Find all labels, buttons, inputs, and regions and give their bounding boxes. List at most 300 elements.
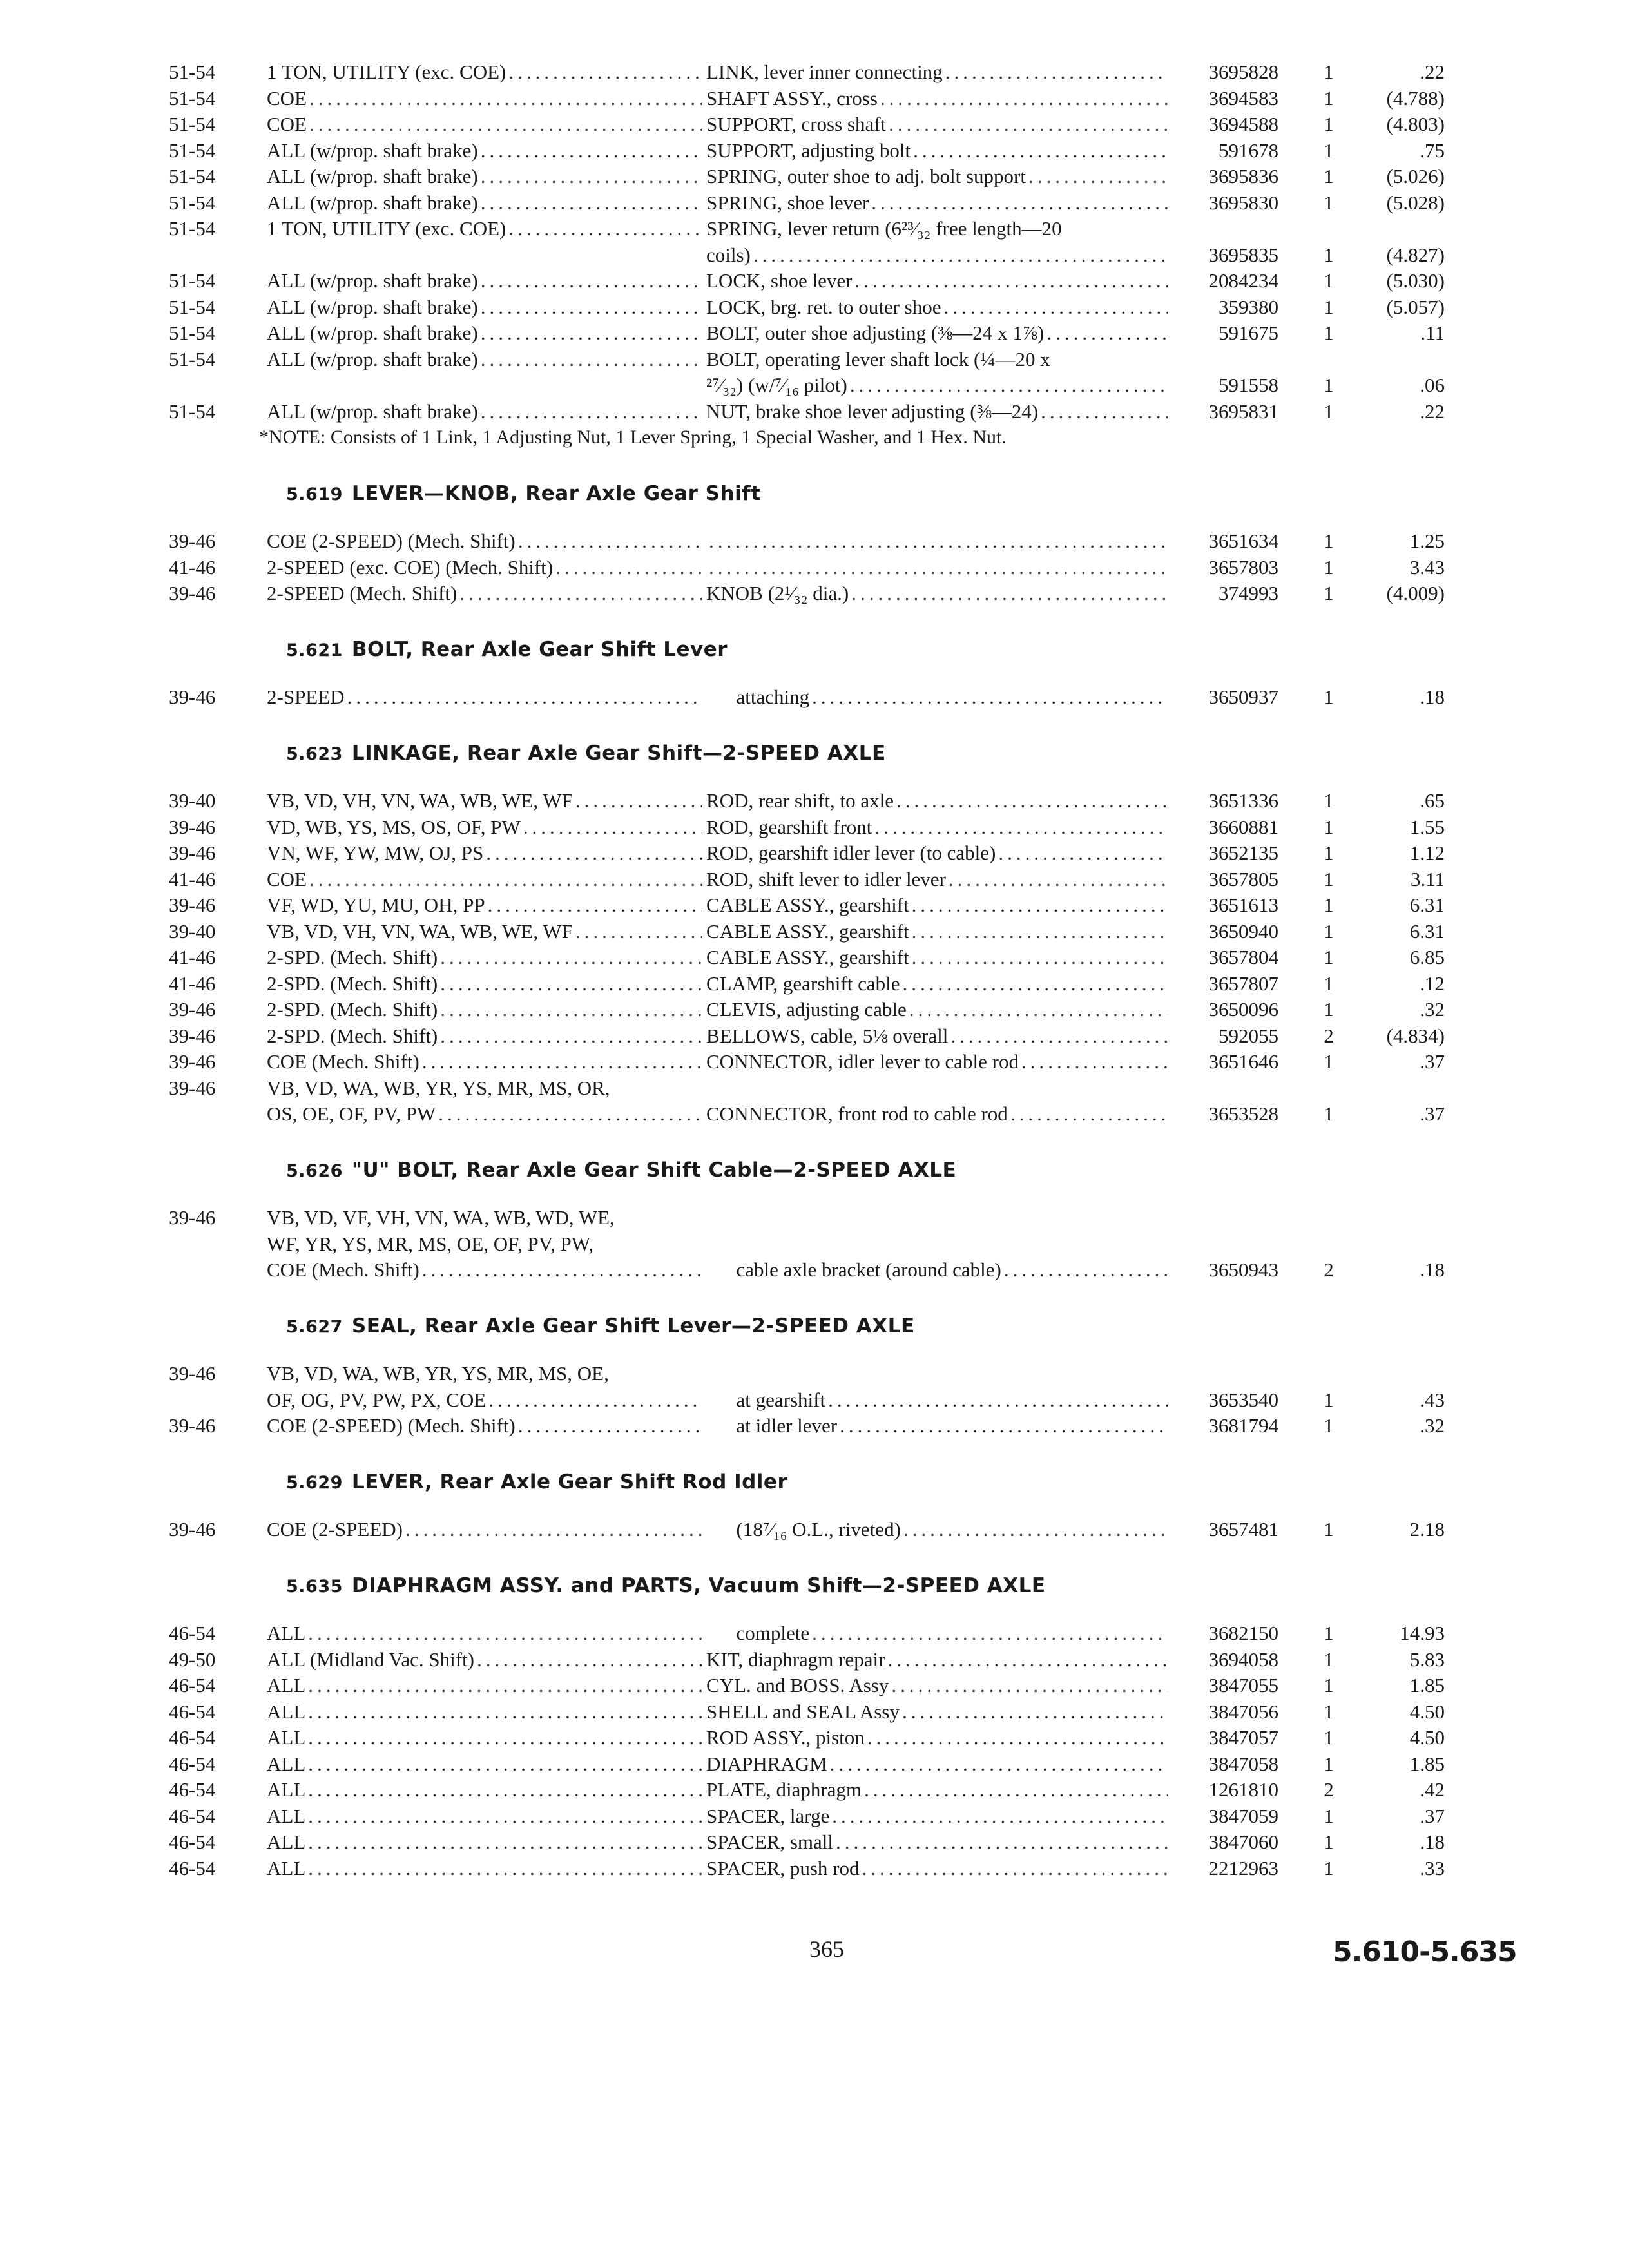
description-text: ROD, shift lever to idler lever <box>706 867 946 890</box>
leader-dots <box>481 399 702 425</box>
leader-dots <box>1041 399 1168 425</box>
model-line <box>267 684 705 711</box>
description-line <box>706 1673 1170 1699</box>
price: 3.43 <box>1409 555 1445 579</box>
model-text: ALL <box>267 1622 306 1644</box>
description-line <box>706 111 1170 138</box>
leader-dots <box>943 294 1168 321</box>
quantity: 1 <box>1324 1726 1334 1749</box>
model-years: 39-46 <box>169 894 216 916</box>
price: 14.93 <box>1400 1622 1445 1644</box>
quantity: 1 <box>1324 555 1334 579</box>
model-line <box>267 919 705 945</box>
description-line <box>706 1803 1170 1830</box>
leader-dots <box>880 86 1168 112</box>
model-text: COE (2-SPEED) (Mech. Shift) <box>267 530 516 552</box>
description-text: complete <box>706 1622 810 1644</box>
table-row <box>169 945 1458 971</box>
footnote: *NOTE: Consists of 1 Link, 1 Adjusting Nut, 1 Lever Spring, 1 Special Washer, and 1 Hex. Nut. <box>259 427 1007 448</box>
leader-dots <box>308 1673 702 1699</box>
leader-dots <box>709 555 1168 581</box>
model-years: 51-54 <box>169 347 216 370</box>
section-number: 5.635 <box>286 1576 343 1597</box>
model-line <box>267 399 705 425</box>
part-number: 592055 <box>1219 1024 1278 1047</box>
leader-dots <box>854 268 1168 294</box>
model-text: VB, VD, WA, WB, YR, YS, MR, MS, OE, <box>267 1362 609 1385</box>
table-row <box>169 1725 1458 1751</box>
description-line <box>706 1751 1170 1778</box>
table-row <box>169 1777 1458 1803</box>
leader-dots <box>481 294 702 321</box>
price: (4.827) <box>1386 243 1445 266</box>
section-number: 5.619 <box>286 484 343 505</box>
description-text: ROD, gearshift front <box>706 815 872 838</box>
leader-dots <box>477 1647 702 1673</box>
price: .42 <box>1420 1778 1445 1801</box>
part-number: 3657805 <box>1208 867 1278 890</box>
description-text: CLEVIS, adjusting cable <box>706 998 907 1021</box>
quantity: 1 <box>1324 1388 1334 1411</box>
description-text: SPRING, shoe lever <box>706 191 869 214</box>
quantity: 1 <box>1324 815 1334 838</box>
leader-dots <box>481 190 702 216</box>
description-line <box>706 1777 1170 1803</box>
part-number: 374993 <box>1219 582 1278 604</box>
description-cell <box>706 1751 1173 1778</box>
model-text: OF, OG, PV, PW, PX, COE <box>267 1388 487 1411</box>
quantity: 1 <box>1324 789 1334 812</box>
leader-dots <box>912 919 1168 945</box>
model-years: 51-54 <box>169 399 216 423</box>
table-row <box>169 892 1458 919</box>
model-years: 46-54 <box>169 1622 216 1644</box>
quantity: 1 <box>1324 894 1334 916</box>
model-years: 51-54 <box>169 165 216 187</box>
price: (4.803) <box>1386 113 1445 135</box>
model-years: 46-54 <box>169 1804 216 1827</box>
model-line <box>267 971 705 997</box>
description-line <box>706 1725 1170 1751</box>
leader-dots <box>812 684 1168 711</box>
quantity: 1 <box>1324 582 1334 604</box>
model-line <box>267 581 705 607</box>
quantity: 1 <box>1324 1804 1334 1827</box>
table-row <box>169 997 1458 1023</box>
description-text: CABLE ASSY., gearshift <box>706 894 909 916</box>
table-row <box>169 268 1458 294</box>
leader-dots <box>912 892 1168 919</box>
model-text: 2-SPEED <box>267 686 345 708</box>
description-cell <box>706 919 1173 945</box>
description-line <box>706 1517 1170 1543</box>
description-cell <box>706 111 1173 138</box>
leader-dots <box>850 372 1168 399</box>
model-line <box>267 528 705 555</box>
quantity: 1 <box>1324 946 1334 968</box>
description-text: BOLT, operating lever shaft lock (¼—20 x <box>706 347 1050 370</box>
table-row <box>169 684 1458 711</box>
quantity: 1 <box>1324 322 1334 344</box>
description-line <box>706 347 1170 373</box>
model-years: 51-54 <box>169 322 216 344</box>
model-years: 51-54 <box>169 269 216 292</box>
description-cell <box>706 1361 1173 1413</box>
leader-dots <box>309 867 702 893</box>
section-number: 5.627 <box>286 1316 343 1337</box>
model-text: 2-SPD. (Mech. Shift) <box>267 1024 438 1047</box>
table-row <box>169 294 1458 321</box>
leader-dots <box>308 1725 702 1751</box>
description-text: cable axle bracket (around cable) <box>706 1258 1001 1281</box>
leader-dots <box>308 1803 702 1830</box>
model-text: ALL (w/prop. shaft brake) <box>267 269 478 292</box>
quantity: 1 <box>1324 1752 1334 1775</box>
description-line <box>706 320 1170 347</box>
leader-dots <box>851 581 1168 607</box>
section-title: LEVER, Rear Axle Gear Shift Rod Idler <box>351 1470 788 1494</box>
description-line <box>706 1647 1170 1673</box>
table-row <box>169 1829 1458 1856</box>
price: .18 <box>1420 686 1445 708</box>
model-line <box>267 1387 705 1414</box>
part-number: 3695831 <box>1208 399 1278 423</box>
model-years: 39-46 <box>169 1362 216 1385</box>
section-heading <box>169 1573 1458 1599</box>
description-line <box>706 867 1170 893</box>
part-number: 3657804 <box>1208 946 1278 968</box>
quantity: 1 <box>1324 686 1334 708</box>
model-text: ALL <box>267 1700 306 1723</box>
price: 1.85 <box>1409 1674 1445 1696</box>
model-years: 39-46 <box>169 1414 216 1437</box>
leader-dots <box>1010 1101 1168 1128</box>
price: 6.31 <box>1409 919 1445 943</box>
model-text: VF, WD, YU, MU, OH, PP <box>267 894 485 916</box>
leader-dots <box>308 1751 702 1778</box>
model-line <box>267 788 705 814</box>
quantity: 2 <box>1324 1778 1334 1801</box>
leader-dots <box>867 1725 1168 1751</box>
model-line <box>267 111 705 138</box>
part-number: 3847057 <box>1208 1726 1278 1749</box>
description-line <box>706 1205 1170 1231</box>
description-line <box>706 971 1170 997</box>
part-number: 3847058 <box>1208 1752 1278 1775</box>
price: (4.834) <box>1386 1024 1445 1047</box>
model-text: VB, VD, WA, WB, YR, YS, MR, MS, OR, <box>267 1076 610 1099</box>
leader-dots <box>518 1413 702 1439</box>
part-number: 3651336 <box>1208 789 1278 812</box>
description-cell <box>706 1856 1173 1882</box>
description-text: coils) <box>706 243 751 266</box>
model-text: ALL <box>267 1726 306 1749</box>
model-line <box>267 1647 705 1673</box>
price: 1.25 <box>1409 530 1445 552</box>
model-line <box>267 320 705 347</box>
table-row <box>169 1856 1458 1882</box>
quantity: 1 <box>1324 1674 1334 1696</box>
description-cell <box>706 945 1173 971</box>
model-years: 46-54 <box>169 1726 216 1749</box>
leader-dots <box>481 268 702 294</box>
page-footer <box>0 1936 1629 1974</box>
section-title: DIAPHRAGM ASSY. and PARTS, Vacuum Shift—2-SPEED AXLE <box>351 1573 1046 1597</box>
quantity: 1 <box>1324 1856 1334 1879</box>
description-cell <box>706 814 1173 841</box>
model-text: ALL <box>267 1831 306 1853</box>
model-text: OS, OE, OF, PV, PW <box>267 1102 436 1125</box>
quantity: 1 <box>1324 919 1334 943</box>
description-cell <box>706 997 1173 1023</box>
part-number: 3650096 <box>1208 998 1278 1021</box>
leader-dots <box>481 138 702 164</box>
model-line <box>267 1777 705 1803</box>
table-row <box>169 164 1458 190</box>
model-line <box>267 86 705 112</box>
quantity: 1 <box>1324 530 1334 552</box>
model-line <box>267 1673 705 1699</box>
leader-dots <box>896 788 1168 814</box>
section-g619 <box>169 481 1458 607</box>
part-number: 359380 <box>1219 295 1278 318</box>
leader-dots <box>422 1257 702 1283</box>
model-line <box>267 1231 705 1258</box>
leader-dots <box>308 1829 702 1856</box>
quantity: 1 <box>1324 374 1334 396</box>
description-cell <box>706 190 1173 216</box>
description-text: KNOB (2¹⁄₃₂ dia.) <box>706 582 849 604</box>
quantity: 1 <box>1324 1518 1334 1541</box>
part-number: 591675 <box>1219 322 1278 344</box>
part-number: 3657803 <box>1208 555 1278 579</box>
leader-dots <box>309 86 702 112</box>
description-cell <box>706 164 1173 190</box>
description-cell <box>706 867 1173 893</box>
leader-dots <box>840 1413 1168 1439</box>
description-text: LOCK, shoe lever <box>706 269 853 292</box>
description-text: CLAMP, gearshift cable <box>706 972 900 995</box>
leader-dots <box>871 190 1168 216</box>
part-number: 3847059 <box>1208 1804 1278 1827</box>
description-cell <box>706 399 1173 425</box>
section-g623 <box>169 740 1458 1128</box>
table-row <box>169 867 1458 893</box>
quantity: 1 <box>1324 399 1334 423</box>
description-cell <box>706 1725 1173 1751</box>
model-text: VB, VD, VF, VH, VN, WA, WB, WD, WE, <box>267 1206 615 1229</box>
model-text: ALL (w/prop. shaft brake) <box>267 191 478 214</box>
price: 5.83 <box>1409 1648 1445 1671</box>
section-heading <box>169 481 1458 507</box>
model-line <box>267 138 705 164</box>
price: .06 <box>1420 374 1445 396</box>
description-line <box>706 1387 1170 1414</box>
model-text: ALL (w/prop. shaft brake) <box>267 399 478 423</box>
quantity: 2 <box>1324 1024 1334 1047</box>
model-line <box>267 840 705 867</box>
leader-dots <box>887 1647 1168 1673</box>
part-number: 1261810 <box>1208 1778 1278 1801</box>
quantity: 1 <box>1324 295 1334 318</box>
description-text: SPRING, lever return (6²³⁄₃₂ free length—20 <box>706 217 1062 240</box>
description-cell <box>706 138 1173 164</box>
description-cell <box>706 1647 1173 1673</box>
description-line <box>706 372 1170 399</box>
price: 3.11 <box>1410 867 1445 890</box>
price: (5.030) <box>1386 269 1445 292</box>
model-text: ALL <box>267 1752 306 1775</box>
description-line <box>706 138 1170 164</box>
model-text: VD, WB, YS, MS, OS, OF, PW <box>267 815 521 838</box>
model-text: ALL <box>267 1778 306 1801</box>
model-text: 2-SPEED (exc. COE) (Mech. Shift) <box>267 555 554 579</box>
description-cell <box>706 1517 1173 1543</box>
description-cell <box>706 294 1173 321</box>
section-g626 <box>169 1157 1458 1283</box>
model-line <box>267 1699 705 1725</box>
part-number: 3657481 <box>1208 1518 1278 1541</box>
model-years: 51-54 <box>169 86 216 110</box>
leader-dots <box>902 1699 1168 1725</box>
model-line <box>267 294 705 321</box>
section-title: LEVER—KNOB, Rear Axle Gear Shift <box>351 481 761 505</box>
part-number: 3694058 <box>1208 1648 1278 1671</box>
table-row <box>169 216 1458 268</box>
part-number: 3847056 <box>1208 1700 1278 1723</box>
description-line <box>706 840 1170 867</box>
quantity: 1 <box>1324 61 1334 83</box>
model-text: ALL (w/prop. shaft brake) <box>267 139 478 162</box>
model-text: VB, VD, VH, VN, WA, WB, WE, WF <box>267 789 573 812</box>
table-row <box>169 347 1458 399</box>
leader-dots <box>438 1101 702 1128</box>
leader-dots <box>440 971 702 997</box>
description-cell <box>706 320 1173 347</box>
model-line <box>267 814 705 841</box>
table-row <box>169 59 1458 86</box>
leader-dots <box>903 1517 1168 1543</box>
model-line <box>267 867 705 893</box>
leader-dots <box>440 1023 702 1050</box>
section-g629 <box>169 1469 1458 1543</box>
model-text: 2-SPEED (Mech. Shift) <box>267 582 458 604</box>
table-row <box>169 1075 1458 1128</box>
description-text: SUPPORT, cross shaft <box>706 113 887 135</box>
part-number: 2084234 <box>1208 269 1278 292</box>
model-line <box>267 1856 705 1882</box>
model-years: 39-46 <box>169 686 216 708</box>
table-row <box>169 86 1458 112</box>
model-line <box>267 945 705 971</box>
leader-dots <box>459 581 702 607</box>
description-cell <box>706 1699 1173 1725</box>
price: .33 <box>1420 1856 1445 1879</box>
leader-dots <box>950 1023 1168 1050</box>
description-line <box>706 528 1170 555</box>
description-text: BOLT, outer shoe adjusting (⅜—24 x 1⅞) <box>706 322 1045 344</box>
leader-dots <box>828 1387 1168 1414</box>
leader-dots <box>488 1387 702 1414</box>
description-line <box>706 555 1170 581</box>
quantity: 1 <box>1324 998 1334 1021</box>
description-cell <box>706 1413 1173 1439</box>
section-title: LINKAGE, Rear Axle Gear Shift—2-SPEED AXLE <box>351 741 886 765</box>
model-line <box>267 555 705 581</box>
part-number: 3695828 <box>1208 61 1278 83</box>
price: .37 <box>1420 1102 1445 1125</box>
table-row <box>169 190 1458 216</box>
description-text: CONNECTOR, front rod to cable rod <box>706 1102 1008 1125</box>
parts-catalog-page <box>169 59 1458 1881</box>
price: .11 <box>1420 322 1445 344</box>
description-cell <box>706 1023 1173 1050</box>
table-row <box>169 971 1458 997</box>
price: (5.057) <box>1386 295 1445 318</box>
leader-dots <box>486 840 702 867</box>
model-text: COE (Mech. Shift) <box>267 1258 419 1281</box>
model-years: 39-46 <box>169 841 216 864</box>
model-line <box>267 1803 705 1830</box>
part-number: 3847060 <box>1208 1831 1278 1853</box>
section-heading <box>169 1313 1458 1340</box>
model-line <box>267 1049 705 1075</box>
model-years: 39-46 <box>169 1206 216 1229</box>
table-row <box>169 1049 1458 1075</box>
model-line <box>267 1101 705 1128</box>
section-range: 5.610-5.635 <box>1333 1936 1517 1968</box>
description-text: SPACER, large <box>706 1804 830 1827</box>
model-years: 46-54 <box>169 1700 216 1723</box>
leader-dots <box>874 814 1168 841</box>
description-line <box>706 399 1170 425</box>
description-cell <box>706 59 1173 86</box>
description-line <box>706 581 1170 607</box>
description-line <box>706 86 1170 112</box>
model-years: 46-54 <box>169 1831 216 1853</box>
model-line <box>267 1517 705 1543</box>
description-line <box>706 216 1170 242</box>
part-number: 3652135 <box>1208 841 1278 864</box>
table-row <box>169 1647 1458 1673</box>
section-heading <box>169 1157 1458 1184</box>
table-row <box>169 1673 1458 1699</box>
model-text: VB, VD, VH, VN, WA, WB, WE, WF <box>267 919 573 943</box>
quantity: 1 <box>1324 1414 1334 1437</box>
leader-dots <box>481 164 702 190</box>
description-cell <box>706 528 1173 555</box>
part-number: 3651634 <box>1208 530 1278 552</box>
leader-dots <box>836 1829 1168 1856</box>
price: 4.50 <box>1409 1700 1445 1723</box>
model-years: 39-46 <box>169 998 216 1021</box>
table-row <box>169 138 1458 164</box>
model-years: 41-46 <box>169 867 216 890</box>
model-line <box>267 347 705 373</box>
model-text: 2-SPD. (Mech. Shift) <box>267 972 438 995</box>
leader-dots <box>508 216 702 242</box>
part-number: 2212963 <box>1208 1856 1278 1879</box>
section-number: 5.626 <box>286 1160 343 1181</box>
price: 6.31 <box>1409 894 1445 916</box>
part-number: 3651646 <box>1208 1050 1278 1073</box>
leader-dots <box>308 1777 702 1803</box>
model-line <box>267 997 705 1023</box>
price: 1.85 <box>1409 1752 1445 1775</box>
description-line <box>706 1257 1170 1283</box>
model-line <box>267 892 705 919</box>
description-line <box>706 164 1170 190</box>
